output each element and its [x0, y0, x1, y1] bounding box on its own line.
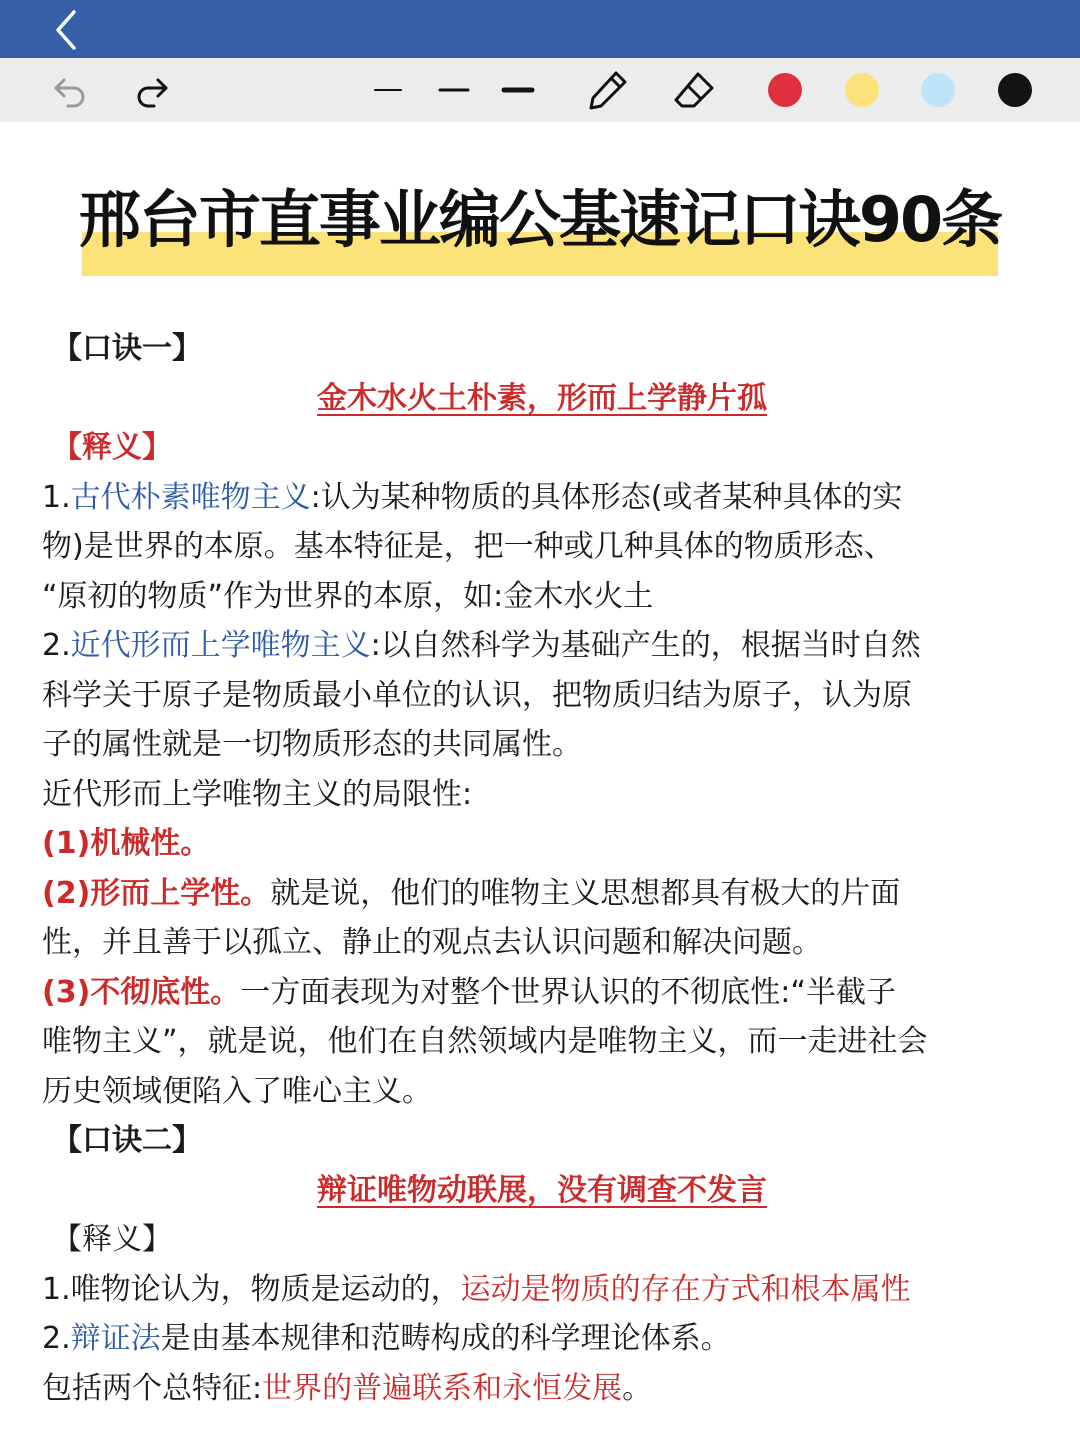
paragraph-line: 物)是世界的本原。基本特征是，把一种或几种具体的物质形态、	[42, 529, 894, 564]
paragraph-line	[42, 1364, 1042, 1414]
undo-button[interactable]	[46, 66, 94, 114]
paragraph-text: 是由基本规律和范畴构成的科学理论体系。	[160, 1321, 731, 1356]
redo-button[interactable]	[128, 66, 176, 114]
limitation-item: (2)形而上学性。	[42, 875, 271, 911]
color-yellow-swatch[interactable]	[845, 73, 879, 107]
paragraph-line	[42, 621, 1042, 671]
paragraph-text: 1.唯物论认为，物质是运动的，	[42, 1271, 461, 1307]
paragraph-line: 科学关于原子是物质最小单位的认识，把物质归结为原子，认为原	[42, 677, 912, 713]
paragraph-line: 近代形而上学唯物主义的局限性:	[42, 776, 473, 812]
paragraph-line: 唯物主义”，就是说，他们在自然领域内是唯物主义，而一走进社会	[42, 1024, 928, 1059]
eraser-icon	[670, 66, 718, 114]
top-navigation-bar	[0, 0, 1080, 58]
paragraph-line	[42, 968, 1042, 1018]
section-1-explanation-heading: 【释义】	[52, 430, 172, 465]
color-black-swatch[interactable]	[998, 73, 1032, 107]
pen-button[interactable]	[584, 66, 632, 114]
color-red-swatch[interactable]	[768, 73, 802, 107]
paragraph-line: 子的属性就是一切物质形态的共同属性。	[42, 727, 582, 762]
list-number: 1.	[42, 479, 71, 515]
stroke-thin-icon	[364, 66, 412, 114]
key-point-highlight: 世界的普遍联系和永恒发展	[262, 1370, 623, 1406]
section-2-motto: 辩证唯物动联展，没有调查不发言	[317, 1172, 767, 1208]
paragraph-line	[42, 1265, 1042, 1315]
term-highlight: 近代形而上学唯物主义	[70, 628, 371, 663]
paragraph-text: 包括两个总特征:	[42, 1370, 263, 1406]
limitation-item: (1)机械性。	[42, 826, 211, 861]
list-number: 2.	[42, 1321, 71, 1356]
key-point-highlight: 运动是物质的存在方式和根本属性	[460, 1271, 911, 1307]
section-2-heading: 【口诀二】	[52, 1123, 202, 1158]
paragraph-text: :以自然科学为基础产生的，根据当时自然	[370, 628, 921, 663]
stroke-thick-button[interactable]	[494, 66, 542, 114]
paragraph-line: “原初的物质”作为世界的本原，如:金木水火土	[42, 578, 654, 614]
paragraph-text: 就是说，他们的唯物主义思想都具有极大的片面	[270, 875, 901, 911]
document-body	[42, 324, 1042, 1413]
pen-icon	[584, 66, 632, 114]
section-1-motto: 金木水火土朴素，形而上学静片孤	[317, 380, 767, 416]
term-highlight: 古代朴素唯物主义	[70, 479, 311, 515]
back-button[interactable]	[44, 6, 92, 54]
section-1-heading: 【口诀一】	[52, 331, 202, 366]
paragraph-line: 历史领域便陷入了唯心主义。	[42, 1073, 432, 1109]
section-2-explanation-heading: 【释义】	[52, 1222, 172, 1257]
undo-icon	[46, 66, 94, 114]
limitation-item: (3)不彻底性。	[42, 974, 241, 1010]
paragraph-line	[42, 473, 1042, 523]
stroke-medium-button[interactable]	[430, 66, 478, 114]
stroke-thin-button[interactable]	[364, 66, 412, 114]
eraser-button[interactable]	[670, 66, 718, 114]
color-light-blue-swatch[interactable]	[921, 73, 955, 107]
paragraph-text: :认为某种物质的具体形态(或者某种具体的实	[310, 479, 903, 515]
paragraph-line: 性，并且善于以孤立、静止的观点去认识问题和解决问题。	[42, 925, 822, 960]
list-number: 2.	[42, 628, 71, 663]
chevron-left-icon	[44, 6, 92, 54]
term-highlight: 辩证法	[70, 1321, 161, 1356]
drawing-toolbar	[0, 58, 1080, 122]
stroke-medium-icon	[430, 66, 478, 114]
paragraph-text: 。	[622, 1370, 653, 1406]
paragraph-line	[42, 869, 1042, 919]
page-title: 邢台市直事业编公基速记口诀90条	[78, 183, 1002, 256]
stroke-thick-icon	[494, 66, 542, 114]
paragraph-line	[42, 1314, 1042, 1364]
paragraph-text: 一方面表现为对整个世界认识的不彻底性:“半截子	[240, 974, 896, 1010]
redo-icon	[128, 66, 176, 114]
